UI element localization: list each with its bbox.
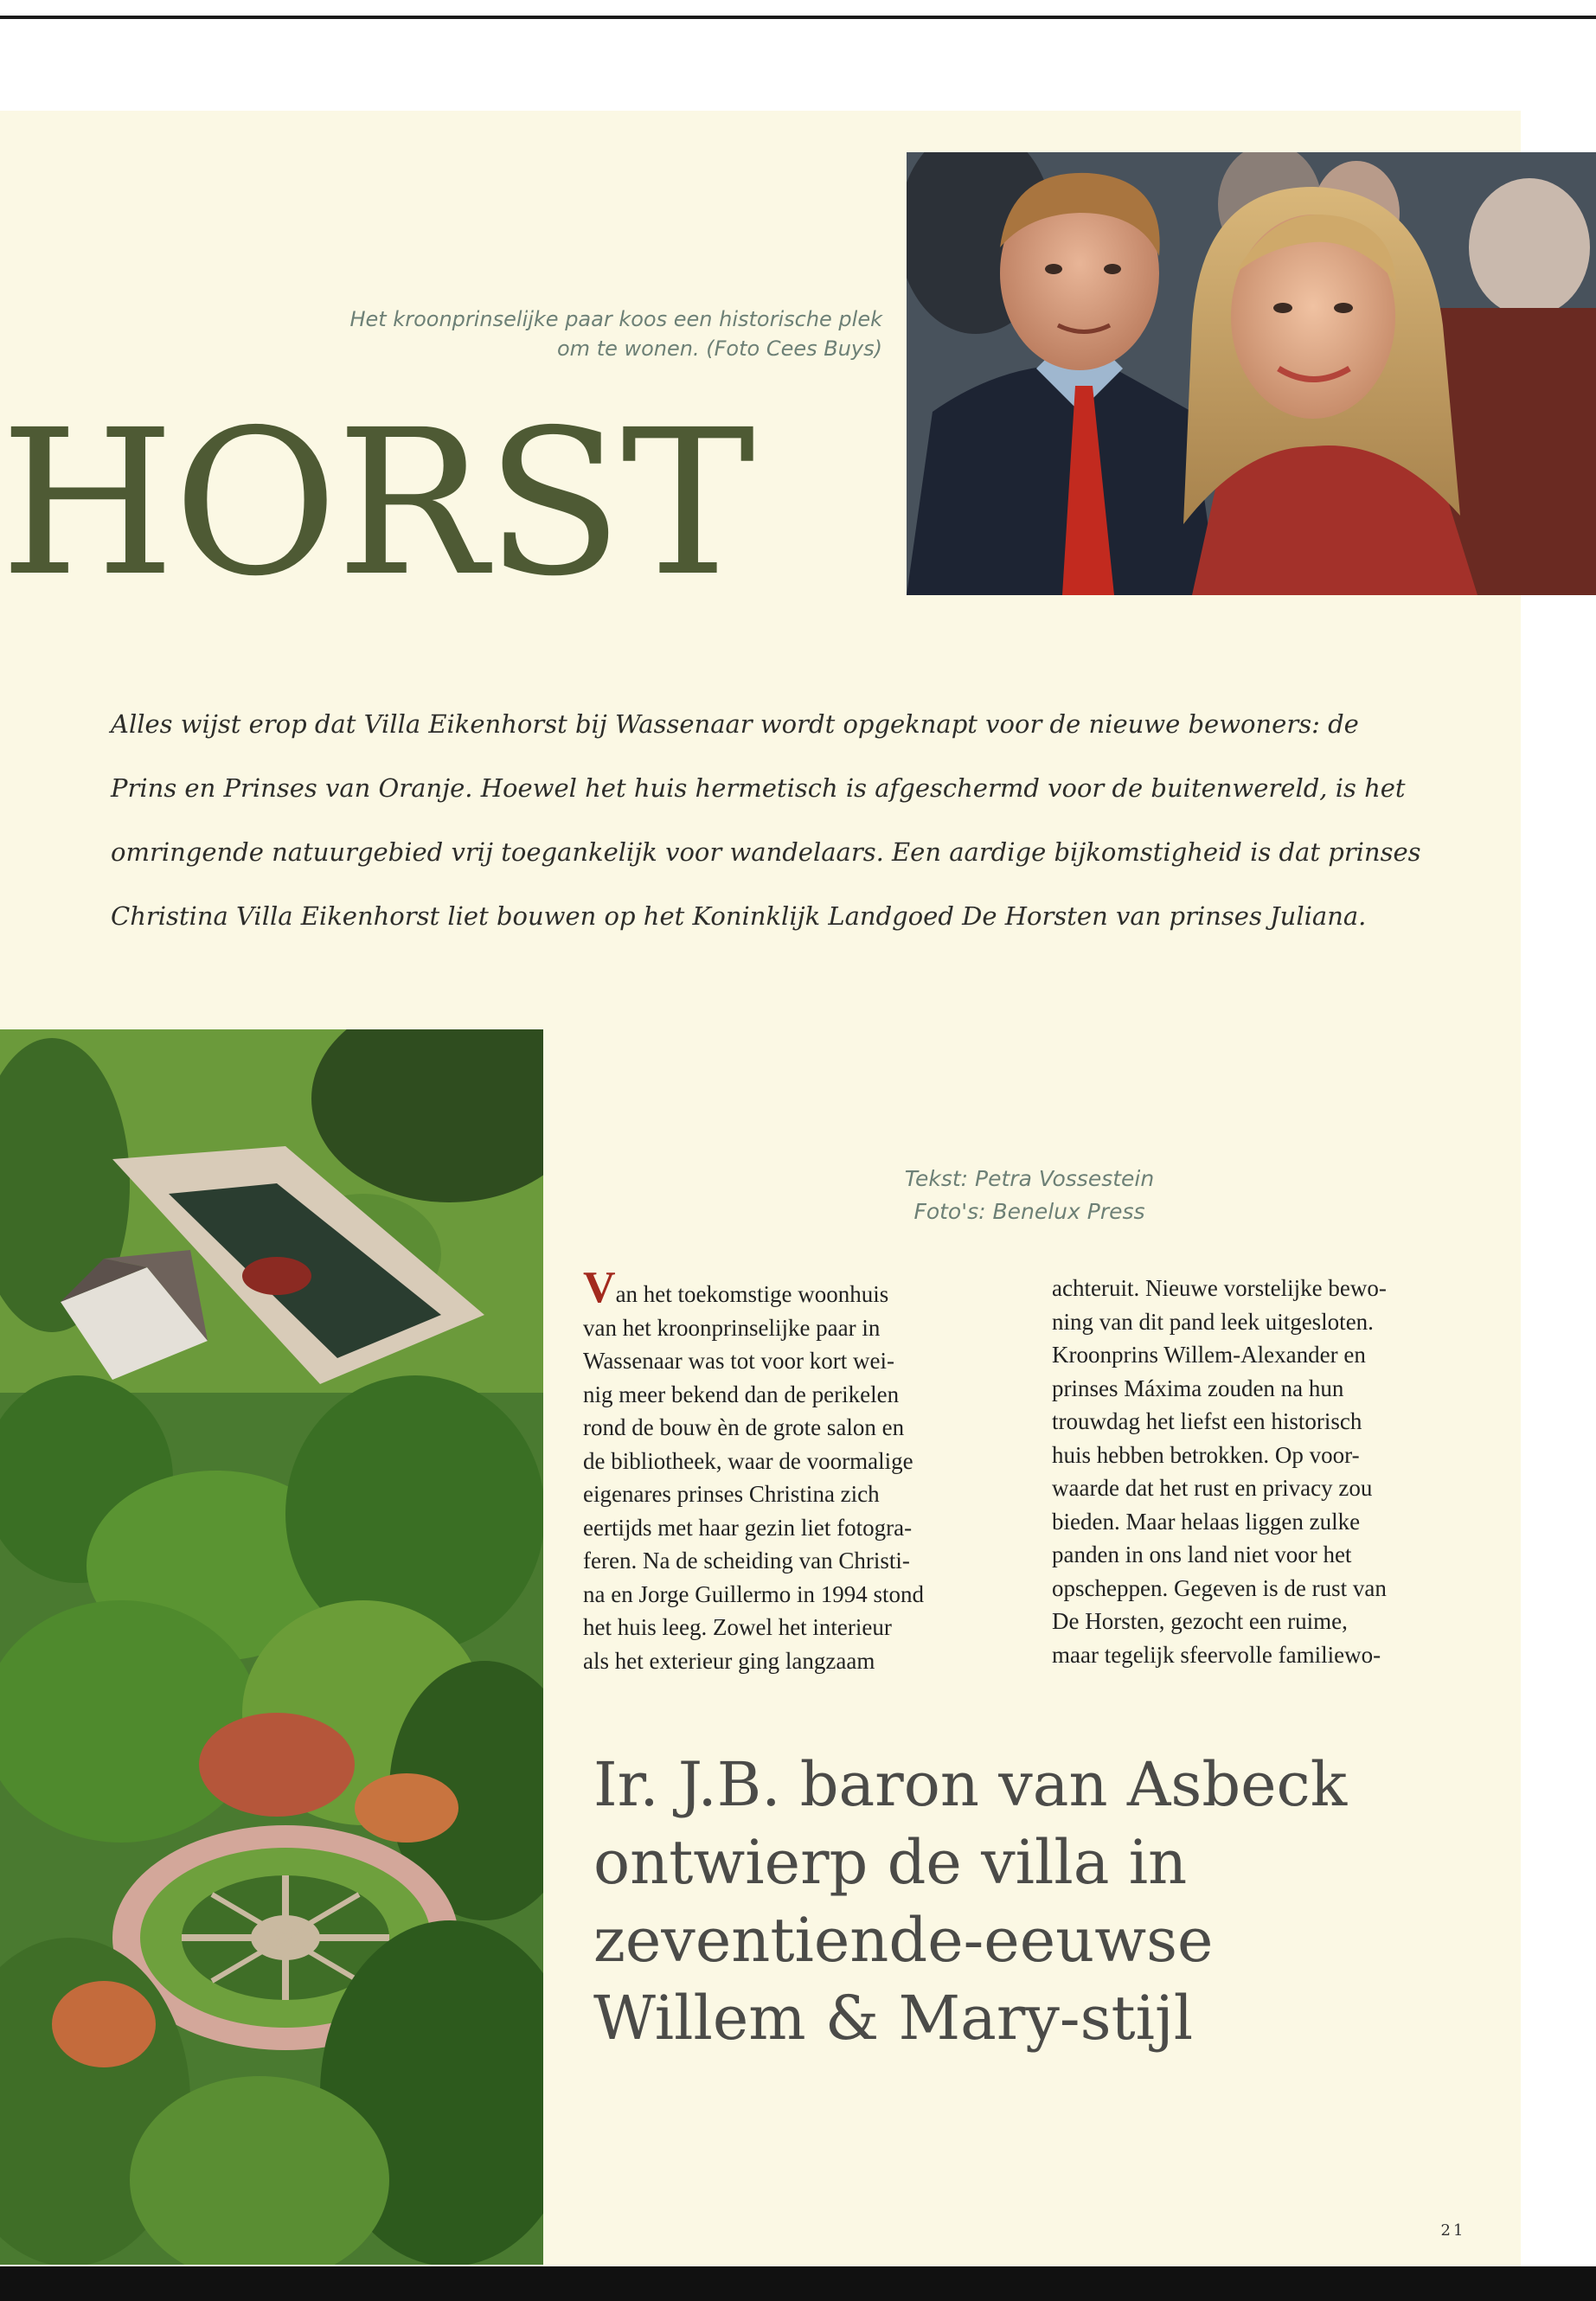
photo-caption-line: om te wonen. (Foto Cees Buys) [557,336,882,361]
page-number: 21 [1440,2221,1466,2240]
pull-quote-line: Ir. J.B. baron van Asbeck [593,1749,1348,1820]
body-column-1 [583,1263,1009,1677]
body-line: maar tegelijk sfeervolle familiewo- [1052,1641,1381,1668]
body-line: de bibliotheek, waar de voormalige [583,1447,913,1474]
photo-royal-couple [907,152,1596,595]
body-line: Wassenaar was tot voor kort wei- [583,1348,894,1374]
top-rule [0,16,1596,19]
body-line: het huis leeg. Zowel het interieur [583,1614,892,1640]
body-line: huis hebben betrokken. Op voor- [1052,1441,1360,1468]
body-line: feren. Na de scheiding van Christi- [583,1548,910,1574]
body-line: prinses Máxima zouden na hun [1052,1375,1344,1401]
pull-quote-line: ontwierp de villa in [593,1827,1188,1898]
article-credits [865,1163,1194,1228]
credit-text: Tekst: Petra Vossestein [904,1166,1155,1191]
bottom-border [0,2266,1596,2301]
body-line: rond de bouw èn de grote salon en [583,1414,905,1440]
body-line: an het toekomstige woonhuis [615,1281,889,1307]
body-line: als het exterieur ging langzaam [583,1647,875,1674]
intro-paragraph [111,692,1495,948]
body-line: achteruit. Nieuwe vorstelijke bewo- [1052,1275,1387,1301]
photo-aerial-garden [0,1029,543,2265]
body-line: bieden. Maar helaas liggen zulke [1052,1508,1361,1535]
intro-line: Alles wijst erop dat Villa Eikenhorst bij Wassenaar wordt opgeknapt voor de nieuwe bewoners: de [111,709,1359,739]
body-line: van het kroonprinselijke paar in [583,1314,881,1341]
body-line: ning van dit pand leek uitgesloten. [1052,1308,1374,1335]
body-line: eertijds met haar gezin liet fotogra- [583,1514,913,1541]
photo-aerial-garden-illustration [0,1029,543,2265]
intro-line: omringende natuurgebied vrij toegankelijk voor wandelaars. Een aardige bijkomstigheid is dat prinses [111,837,1421,867]
body-line: eigenares prinses Christina zich [583,1481,880,1507]
intro-line: Christina Villa Eikenhorst liet bouwen op het Koninklijk Landgoed De Horsten van prinses Juliana. [111,901,1367,931]
body-line: nig meer bekend dan de perikelen [583,1381,900,1407]
body-line-first [583,1263,1009,1312]
photo-royal-couple-illustration [907,152,1596,595]
body-line: trouwdag het liefst een historisch [1052,1408,1362,1434]
pull-quote-line: Willem & Mary-stijl [593,1983,1194,2054]
body-line: opscheppen. Gegeven is de rust van [1052,1574,1387,1601]
body-line: na en Jorge Guillermo in 1994 stond [583,1580,924,1607]
body-line: panden in ons land niet voor het [1052,1541,1352,1567]
article-headline: HORST [0,400,753,607]
photo-caption-line: Het kroonprinselijke paar koos een historische plek [349,307,882,331]
body-line: waarde dat het rust en privacy zou [1052,1475,1373,1501]
drop-cap: V [583,1263,616,1312]
pull-quote-line: zeventiende-eeuwse [593,1905,1214,1976]
credit-photos: Foto's: Benelux Press [913,1199,1145,1224]
body-column-2 [1052,1272,1477,1671]
photo-caption [260,304,882,363]
pull-quote [593,1746,1502,2057]
body-line: Kroonprins Willem-Alexander en [1052,1342,1366,1368]
body-line: De Horsten, gezocht een ruime, [1052,1608,1348,1634]
intro-line: Prins en Prinses van Oranje. Hoewel het huis hermetisch is afgeschermd voor de buitenwereld, is het [111,773,1406,803]
